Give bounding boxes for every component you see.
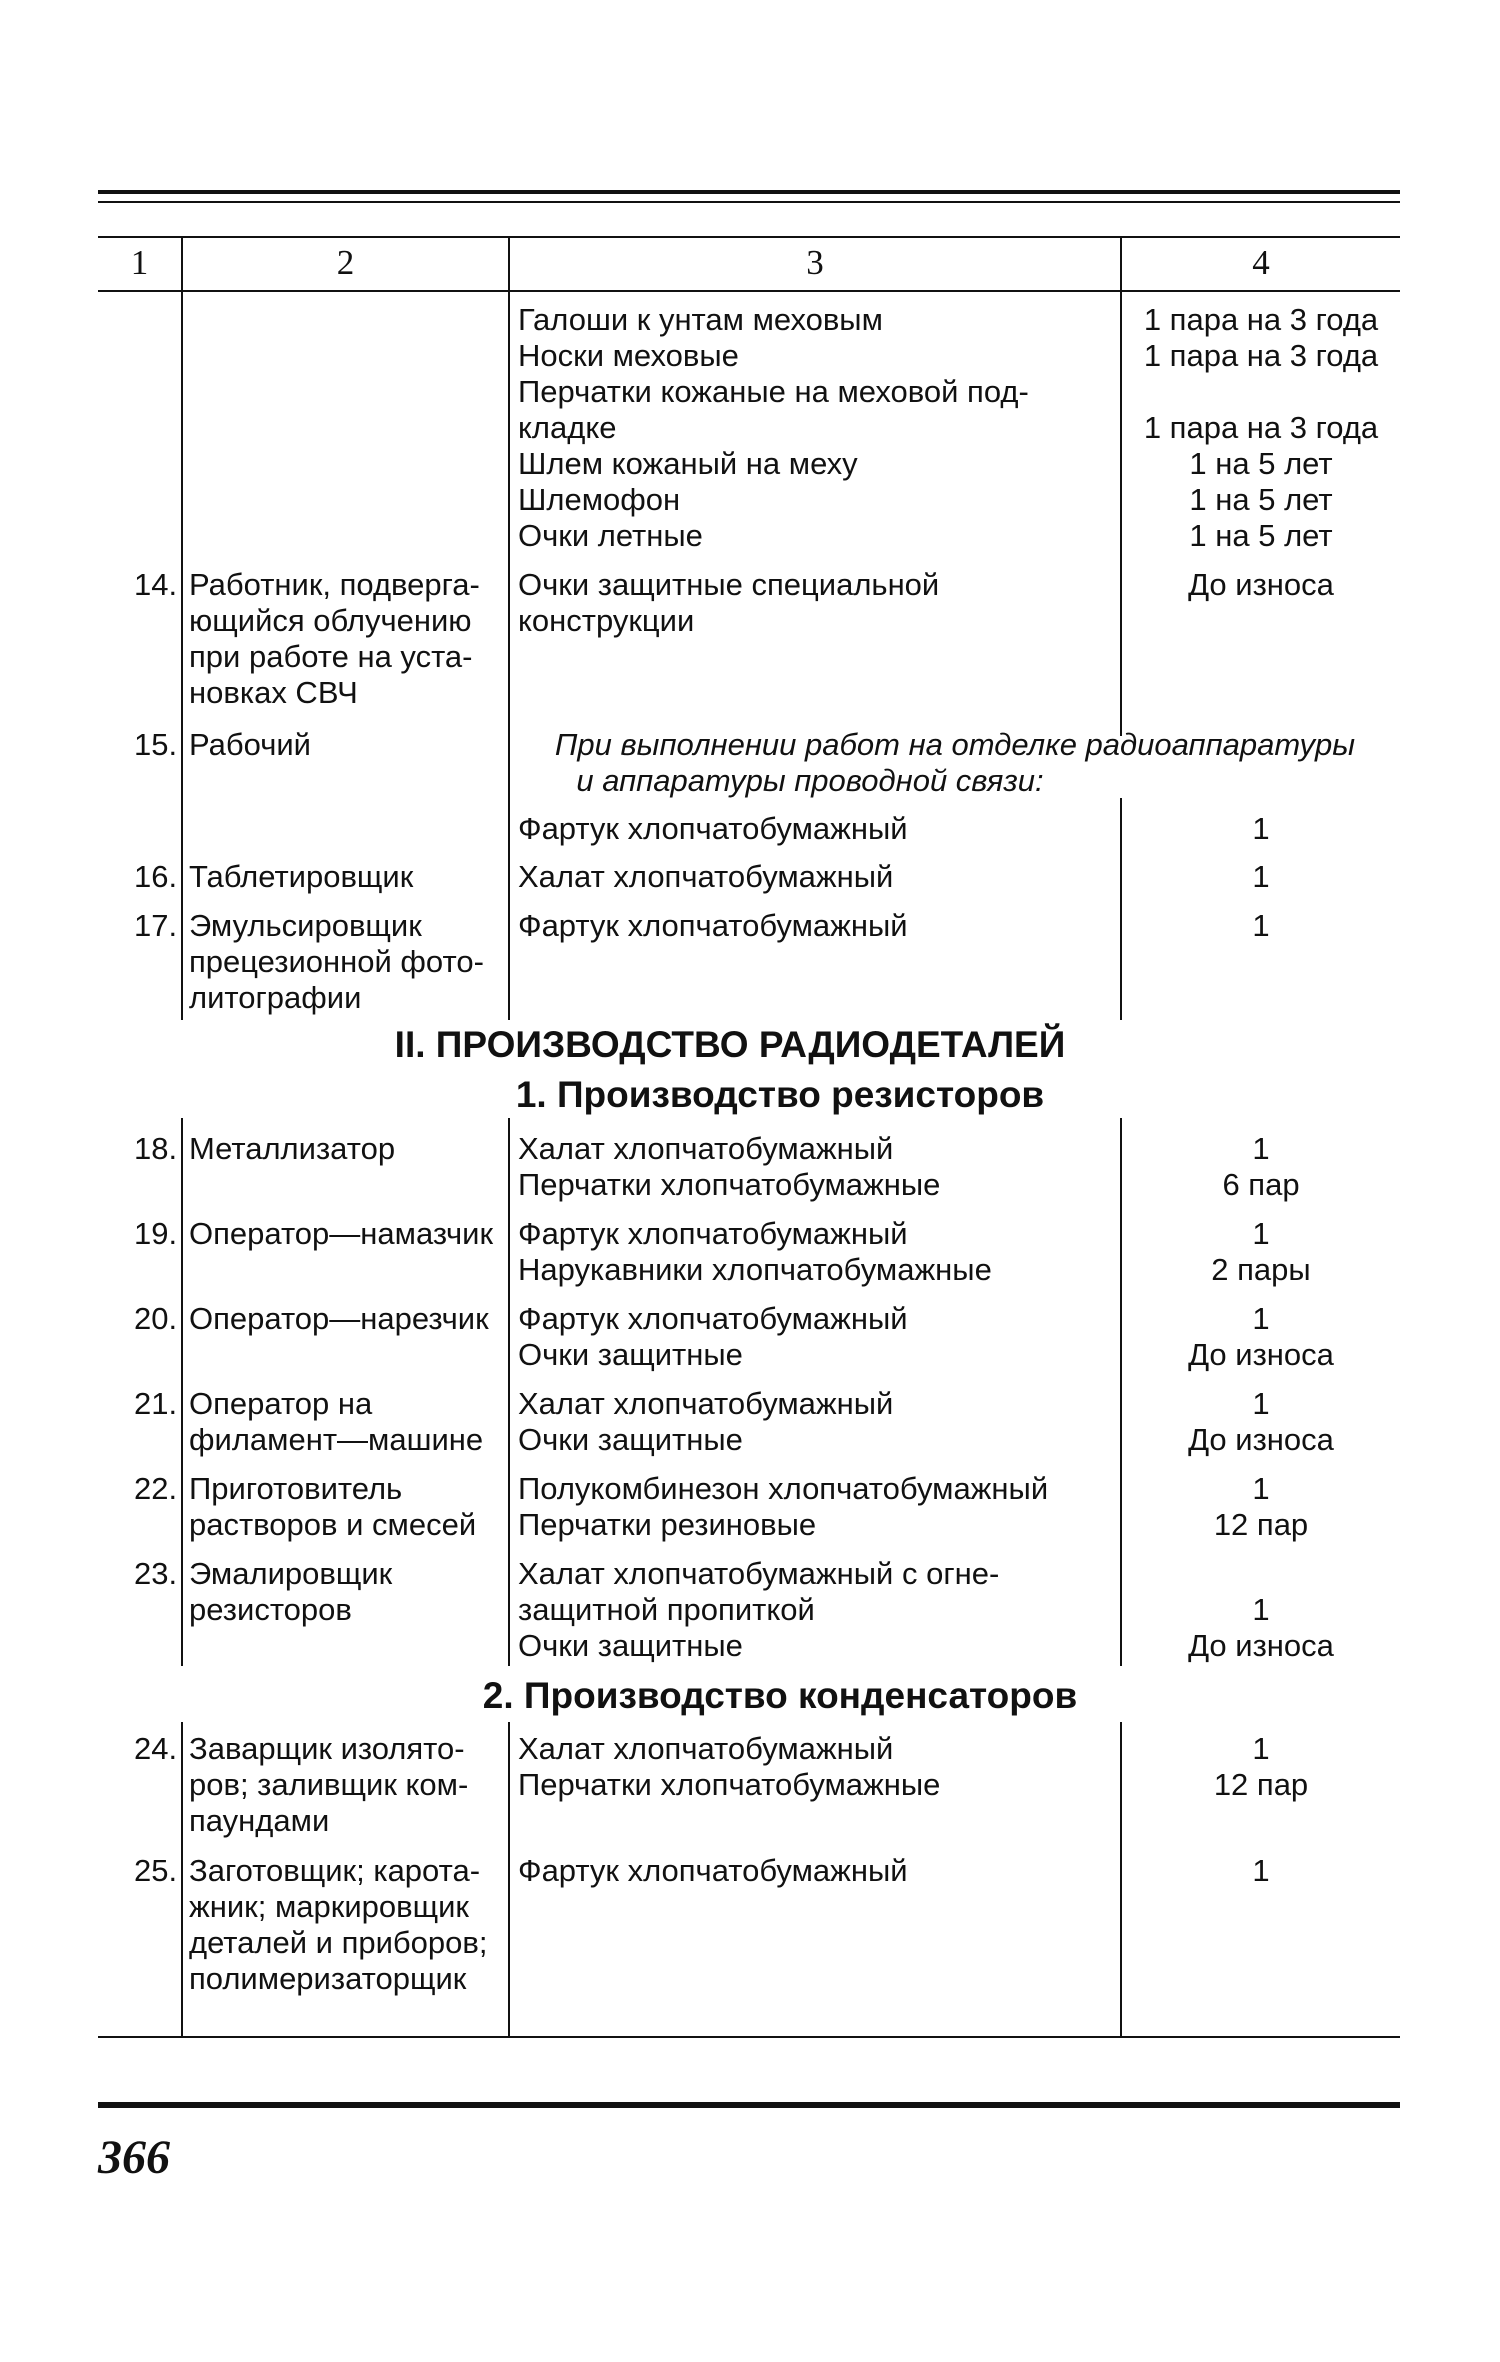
header-rule-top [98, 236, 1400, 238]
profession-text: резисторов [189, 1592, 352, 1627]
norm-text: 1 [1252, 1386, 1270, 1421]
profession-text: полимеризаторщик [189, 1961, 467, 1996]
item-text: Шлемофон [518, 482, 681, 517]
item-text: Галоши к унтам меховым [518, 302, 883, 337]
item-text: Носки меховые [518, 338, 739, 373]
row-number: 17. [134, 908, 178, 943]
row-number: 25. [134, 1853, 178, 1888]
item-text: кладке [518, 410, 617, 445]
top-rule-thick [98, 190, 1400, 194]
col-divider-1-b [181, 1118, 183, 1666]
item-text: конструкции [518, 603, 695, 638]
norm-text: 1 [1252, 1592, 1270, 1627]
norm-text: До износа [1188, 567, 1334, 602]
profession-text: Заварщик изолято- [189, 1731, 465, 1766]
profession-text: Эмалировщик [189, 1556, 393, 1591]
norm-text: 1 [1252, 859, 1270, 894]
profession-text: жник; маркировщик [189, 1889, 469, 1924]
item-text: Фартук хлопчатобумажный [518, 1301, 908, 1336]
item-text: Очки защитные [518, 1628, 743, 1663]
norm-text: 1 пара на 3 года [1143, 410, 1379, 445]
row-number: 19. [134, 1216, 178, 1251]
norm-text: 1 [1252, 1216, 1270, 1251]
page-number: 366 [98, 2131, 170, 2184]
profession-text: Оператор на [189, 1386, 373, 1421]
header-col-4: 4 [1252, 243, 1270, 282]
subsection-heading: 2. Производство конденсаторов [482, 1675, 1078, 1716]
norm-text: 12 пар [1213, 1767, 1309, 1802]
norm-text: До износа [1188, 1337, 1334, 1372]
row-number: 14. [134, 567, 178, 602]
subsection-heading: 1. Производство резисторов [515, 1074, 1045, 1115]
norm-text: 1 [1252, 1853, 1270, 1888]
item-text: Халат хлопчатобумажный [518, 1386, 894, 1421]
top-rule-thin [98, 201, 1400, 203]
norm-text: 1 [1252, 1301, 1270, 1336]
item-text: Халат хлопчатобумажный [518, 859, 894, 894]
norm-text: До износа [1188, 1628, 1334, 1663]
norm-text: 1 [1252, 811, 1270, 846]
table-bottom-rule [98, 2036, 1400, 2038]
profession-text: Металлизатор [189, 1131, 396, 1166]
profession-text: Таблетировщик [189, 859, 414, 894]
norm-text: До износа [1188, 1422, 1334, 1457]
item-text: Шлем кожаный на меху [518, 446, 858, 481]
work-condition-note: При выполнении работ на отделке радиоаппаратуры [554, 727, 1356, 762]
profession-text: Работник, подверга- [189, 567, 480, 602]
item-text: Фартук хлопчатобумажный [518, 1853, 908, 1888]
profession-text: ющийся облучению [189, 603, 472, 638]
norm-text: 1 [1252, 1471, 1270, 1506]
item-text: Фартук хлопчатобумажный [518, 908, 908, 943]
item-text: Нарукавники хлопчатобумажные [518, 1252, 992, 1287]
row-number: 22. [134, 1471, 178, 1506]
row-number: 24. [134, 1731, 178, 1766]
row-number: 15. [134, 727, 178, 762]
norm-text: 2 пары [1211, 1252, 1311, 1287]
header-col-2: 2 [336, 243, 355, 282]
norm-text: 1 пара на 3 года [1143, 302, 1379, 337]
profession-text: новках СВЧ [189, 675, 358, 710]
row-number: 20. [134, 1301, 178, 1336]
norm-text: 1 на 5 лет [1189, 518, 1333, 553]
item-text: Фартук хлопчатобумажный [518, 1216, 908, 1251]
norm-text: 12 пар [1213, 1507, 1309, 1542]
col-divider-1-a [181, 236, 183, 1020]
item-text: Перчатки хлопчатобумажные [518, 1167, 941, 1202]
item-text: Перчатки хлопчатобумажные [518, 1767, 941, 1802]
item-text: Халат хлопчатобумажный [518, 1731, 894, 1766]
item-text: Перчатки резиновые [518, 1507, 817, 1542]
profession-text: Оператор—намазчик [189, 1216, 494, 1251]
item-text: Очки защитные [518, 1337, 743, 1372]
profession-text: Эмульсировщик [189, 908, 422, 943]
norm-text: 1 пара на 3 года [1143, 338, 1379, 373]
header-col-1: 1 [130, 243, 149, 282]
profession-text: паундами [189, 1803, 330, 1838]
row-number: 21. [134, 1386, 178, 1421]
col-divider-2-a [508, 236, 510, 1020]
profession-text: филамент—машине [189, 1422, 484, 1457]
row-number: 16. [134, 859, 178, 894]
item-text: защитной пропиткой [518, 1592, 815, 1627]
profession-text: ров; заливщик ком- [189, 1767, 469, 1802]
profession-text: Приготовитель [189, 1471, 403, 1506]
norm-text: 1 на 5 лет [1189, 446, 1333, 481]
col-divider-1-c [181, 1722, 183, 2038]
profession-text: Заготовщик; карота- [189, 1853, 481, 1888]
footer-rule [98, 2102, 1400, 2108]
norm-text: 6 пар [1222, 1167, 1300, 1202]
row-number: 23. [134, 1556, 178, 1591]
norm-text: 1 [1252, 908, 1270, 943]
item-text: Халат хлопчатобумажный с огне- [518, 1556, 1000, 1591]
item-text: Перчатки кожаные на меховой под- [518, 374, 1029, 409]
item-text: Очки защитные специальной [518, 567, 940, 602]
section-heading: II. ПРОИЗВОДСТВО РАДИОДЕТАЛЕЙ [394, 1024, 1066, 1065]
item-text: Полукомбинезон хлопчатобумажный [518, 1471, 1049, 1506]
profession-text: прецезионной фото- [189, 944, 484, 979]
col-divider-2-c [508, 1722, 510, 2038]
norm-text: 1 [1252, 1131, 1270, 1166]
row-number: 18. [134, 1131, 178, 1166]
profession-text: литографии [189, 980, 362, 1015]
profession-text: при работе на уста- [189, 639, 473, 674]
profession-text: растворов и смесей [189, 1507, 477, 1542]
profession-text: деталей и приборов; [189, 1925, 488, 1960]
header-col-3: 3 [806, 243, 824, 282]
col-divider-2-b [508, 1118, 510, 1666]
item-text: Фартук хлопчатобумажный [518, 811, 908, 846]
work-condition-note: и аппаратуры проводной связи: [576, 763, 1044, 798]
item-text: Халат хлопчатобумажный [518, 1131, 894, 1166]
profession-text: Оператор—нарезчик [189, 1301, 489, 1336]
norm-text: 1 [1252, 1731, 1270, 1766]
item-text: Очки летные [518, 518, 703, 553]
norm-text: 1 на 5 лет [1189, 482, 1333, 517]
item-text: Очки защитные [518, 1422, 743, 1457]
header-rule-bottom [98, 290, 1400, 292]
profession-text: Рабочий [189, 727, 311, 762]
